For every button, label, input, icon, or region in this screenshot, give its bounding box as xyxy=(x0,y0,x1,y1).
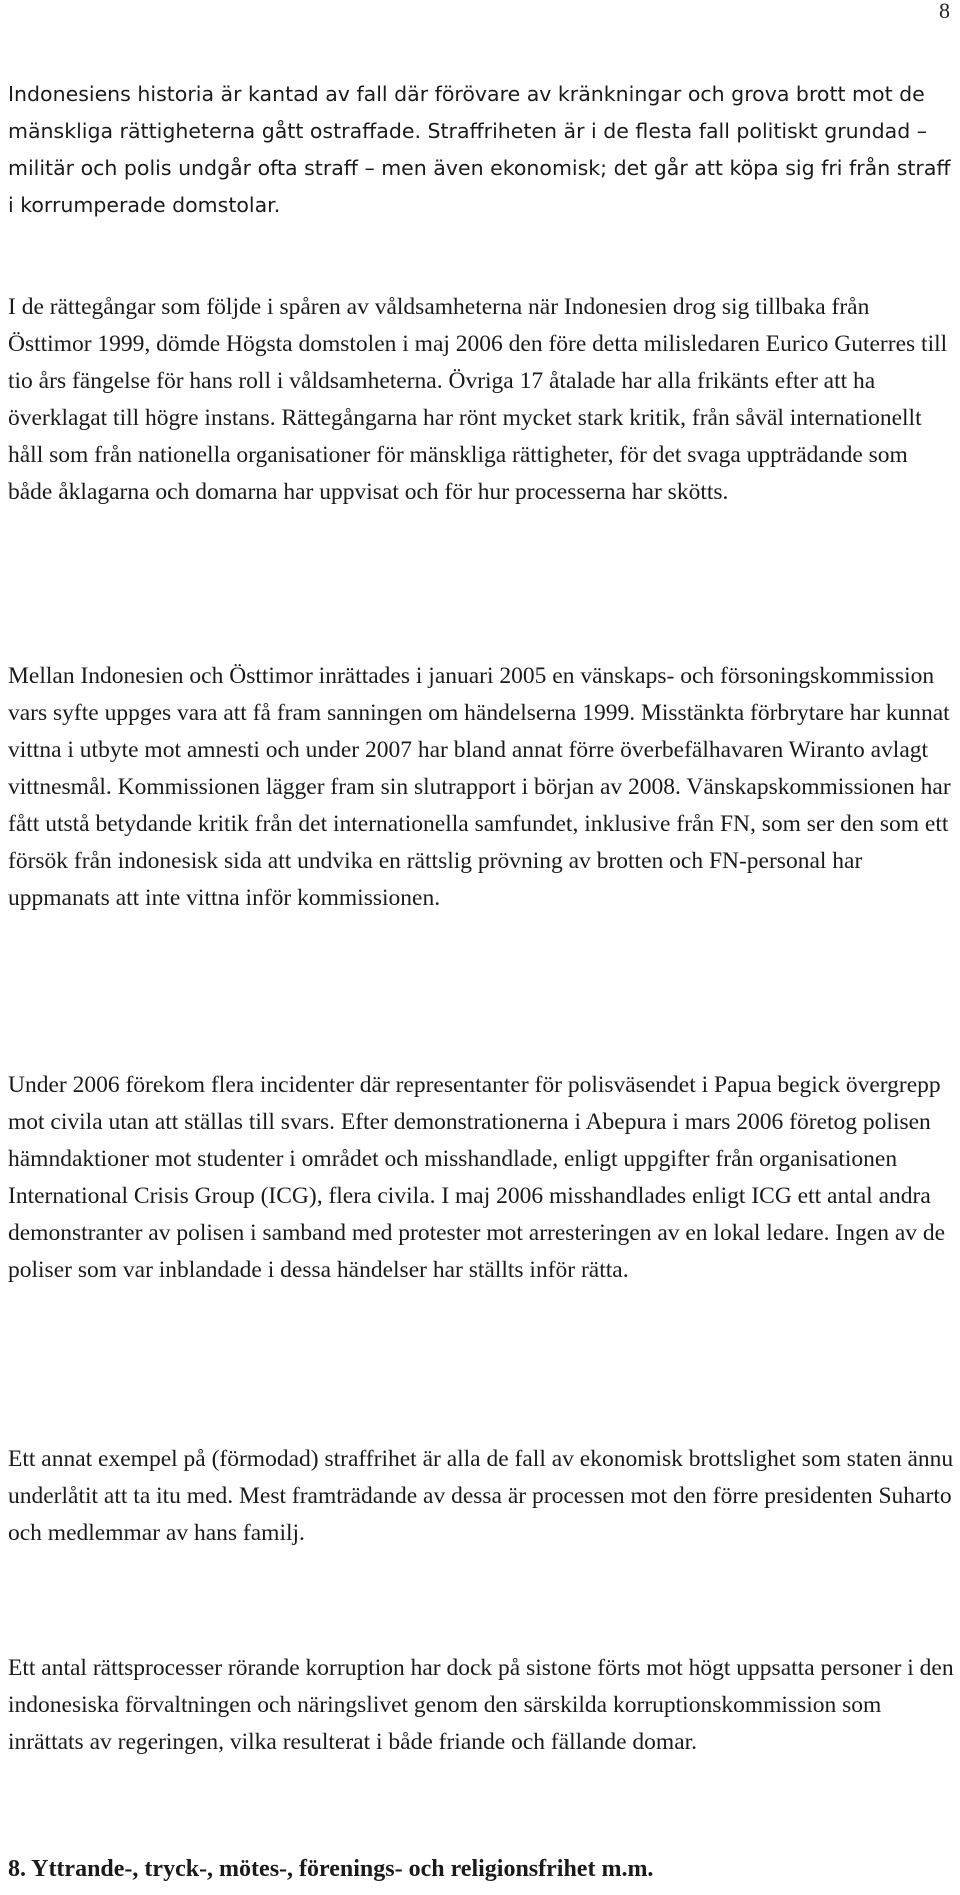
paragraph-impunity-history: Indonesiens historia är kantad av fall där förövare av kränkningar och grova brott mot de mänskliga rättigheterna gått ostraffade. Straffriheten är i de flesta fall politiskt grundad – militär och polis undgår ofta straff – men även ekonomisk; det går att köpa sig fri från straff i korrumperade domstolar. xyxy=(8,82,951,217)
paragraph-friendship-commission: Mellan Indonesien och Östtimor inrättades i januari 2005 en vänskaps- och försoningskommission vars syfte uppges vara att få fram sanningen om händelserna 1999. Misstänkta förbrytare har kunnat vittna i utbyte mot amnesti och under 2007 har bland annat förre överbefälhavaren Wiranto avlagt vittnesmål. Kommissionen lägger fram sin slutrapport i början av 2008. Vänskapskommissionen har fått utstå betydande kritik från det internationella samfundet, inklusive från FN, som ser den som ett försök från indonesisk sida att undvika en rättslig prövning av brotten och FN-personal har uppmanats att inte vittna inför kommissionen. xyxy=(8,663,951,911)
page-number: 8 xyxy=(939,0,950,23)
section-heading: 8. Yttrande-, tryck-, mötes-, förenings- och religionsfrihet m.m. xyxy=(8,1856,654,1882)
paragraph-papua-incidents: Under 2006 förekom flera incidenter där representanter för polisväsendet i Papua begick övergrepp mot civila utan att ställas till svars. Efter demonstrationerna i Abepura i mars 2006 företog polisen hämndaktioner mot studenter i området och misshandlade, enligt uppgifter från organisationen International Crisis Group (ICG), flera civila. I maj 2006 misshandlades enligt ICG ett antal andra demonstranter av polisen i samband med protester mot arresteringen av en lokal ledare. Ingen av de poliser som var inblandade i dessa händelser har ställts inför rätta. xyxy=(8,1072,946,1283)
paragraph-economic-crime: Ett annat exempel på (förmodad) straffrihet är alla de fall av ekonomisk brottslighet som staten ännu underlåtit att ta itu med. Mest framträdande av dessa är processen mot den förre presidenten Suharto och medlemmar av hans familj. xyxy=(8,1446,954,1546)
paragraph-corruption-trials: Ett antal rättsprocesser rörande korruption har dock på sistone förts mot högt uppsatta personer i den indonesiska förvaltningen och näringslivet genom den särskilda korruptionskommission som inrättats av regeringen, vilka resulterat i både friande och fällande domar. xyxy=(8,1655,954,1755)
paragraph-east-timor-trials: I de rättegångar som följde i spåren av våldsamheterna när Indonesien drog sig tillbaka från Östtimor 1999, dömde Högsta domstolen i maj 2006 den före detta milisledaren Eurico Guterres till tio års fängelse för hans roll i våldsamheterna. Övriga 17 åtalade har alla frikänts efter att ha överklagat till högre instans. Rättegångarna har rönt mycket stark kritik, från såväl internationellt håll som från nationella organisationer för mänskliga rättigheter, för det svaga uppträdande som både åklagarna och domarna har uppvisat och för hur processerna har skötts. xyxy=(8,294,948,505)
